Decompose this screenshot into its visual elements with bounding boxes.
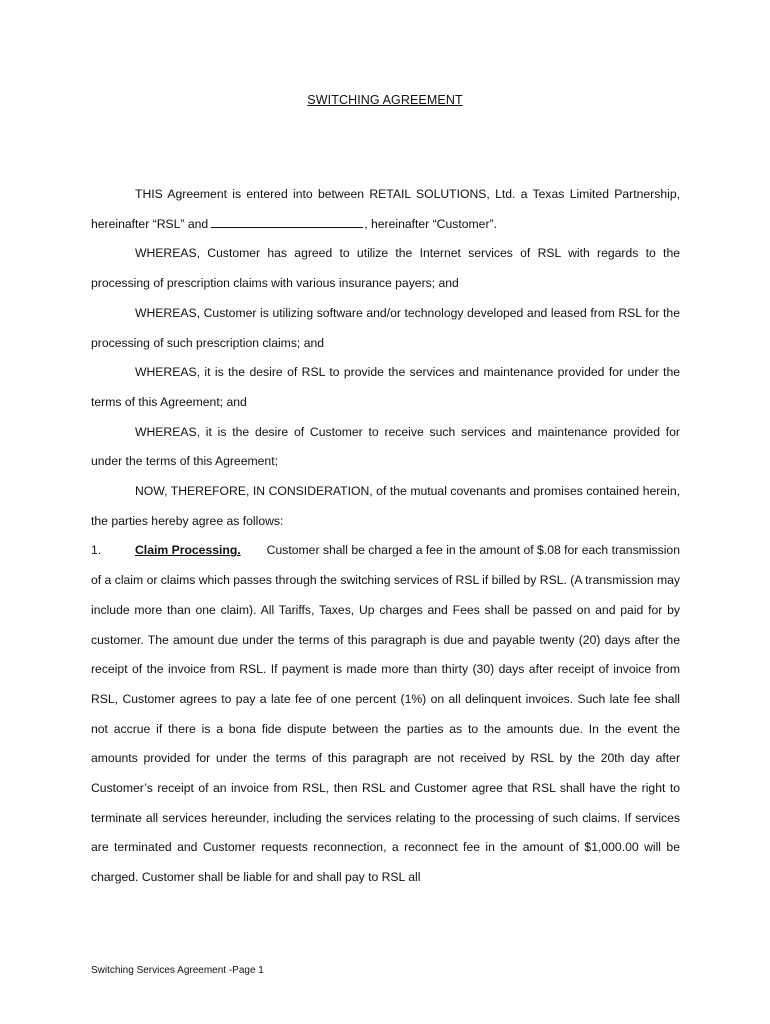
whereas-paragraph-4: WHEREAS, it is the desire of Customer to receive such services and maintenance provided for under the terms of this Agreement; (91, 424, 680, 469)
document-body (91, 180, 680, 893)
document-title: SWITCHING AGREEMENT (307, 93, 463, 107)
intro-paragraph (91, 180, 680, 239)
whereas-paragraph-1: WHEREAS, Customer has agreed to utilize the Internet services of RSL with regards to the processing of prescription claims with various insurance payers; and (91, 246, 680, 291)
consideration-paragraph: NOW, THEREFORE, IN CONSIDERATION, of the mutual covenants and promises contained herein, the parties hereby agree as follows: (91, 484, 680, 528)
intro-text-after: , hereinafter “Customer”. (364, 216, 497, 231)
whereas-paragraph-3: WHEREAS, it is the desire of RSL to provide the services and maintenance provided for under the terms of this Agreement; and (91, 365, 680, 409)
intro-text-before: THIS Agreement is entered into between RETAIL SOLUTIONS, Ltd. a Texas Limited Partnership, hereinafter “RSL” and (91, 187, 680, 231)
section-1-heading: Claim Processing. (135, 543, 241, 558)
section-1-text: Customer shall be charged a fee in the amount of $.08 for each transmission of a claim or claims which passes through the switching services of RSL if billed by RSL. (A transmission may include more than one claim). All Tariffs, Taxes, Up charges and Fees shall be passed on and paid for by customer. The amount due under the terms of this paragraph is due and payable twenty (20) days after the receipt of the invoice from RSL. If payment is made more than thirty (30) days after receipt of invoice from RSL, Customer agrees to pay a late fee of one percent (1%) on all delinquent invoices. Such late fee shall not accrue if there is a bona fide dispute between the parties as to the amounts due. In the event the amounts provided for under the terms of this paragraph are not received by RSL by the 20th day after Customer’s receipt of an invoice from RSL, then RSL and Customer agree that RSL shall have the right to terminate all services hereunder, including the services relating to the processing of such claims. If services are terminated and Customer requests reconnection, a reconnect fee in the amount of $1,000.00 will be charged. Customer shall be liable for and shall pay to RSL all (91, 543, 680, 885)
customer-name-blank (211, 216, 363, 228)
whereas-paragraph-2: WHEREAS, Customer is utilizing software and/or technology developed and leased from RSL for the processing of such prescription claims; and (91, 305, 680, 350)
section-1-paragraph (91, 536, 680, 892)
page-footer: Switching Services Agreement -Page 1 (91, 965, 264, 976)
section-1-number: 1. (91, 543, 102, 558)
